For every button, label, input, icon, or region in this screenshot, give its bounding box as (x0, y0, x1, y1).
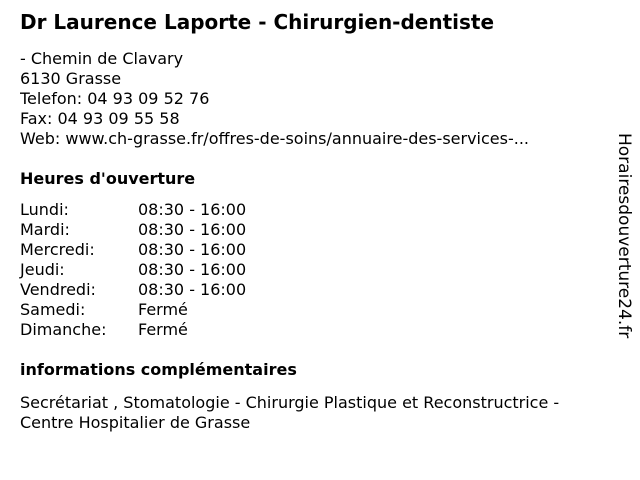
hours-row-wednesday (20, 240, 610, 260)
brand-watermark: Horairesdouverture24.fr (614, 133, 634, 339)
phone-number: Telefon: 04 93 09 52 76 (20, 89, 210, 108)
additional-info-text: Secrétariat , Stomatologie - Chirurgie Plastique et Reconstructrice - Centre Hospitalier de Grasse (20, 393, 560, 432)
day-label: Vendredi: (20, 280, 96, 299)
website-link[interactable]: Web: www.ch-grasse.fr/offres-de-soins/annuaire-des-services-... (20, 129, 529, 148)
fax-number: Fax: 04 93 09 55 58 (20, 109, 180, 128)
time-value: 08:30 - 16:00 (138, 200, 247, 219)
day-label: Mardi: (20, 220, 70, 239)
time-value: 08:30 - 16:00 (138, 240, 247, 259)
hours-row-friday (20, 280, 610, 300)
opening-hours-table (20, 200, 610, 340)
time-value: 08:30 - 16:00 (138, 260, 247, 279)
hours-row-sunday (20, 320, 610, 340)
street-address: - Chemin de Clavary (20, 49, 184, 68)
time-value: Fermé (138, 320, 188, 339)
hours-row-saturday (20, 300, 610, 320)
day-label: Mercredi: (20, 240, 95, 259)
day-label: Lundi: (20, 200, 69, 219)
day-label: Samedi: (20, 300, 86, 319)
address-block (20, 49, 610, 149)
hours-row-tuesday (20, 220, 610, 240)
additional-info-heading: informations complémentaires (20, 360, 297, 379)
day-label: Jeudi: (20, 260, 65, 279)
listing-card (20, 8, 610, 433)
opening-hours-heading: Heures d'ouverture (20, 169, 196, 188)
time-value: Fermé (138, 300, 188, 319)
hours-row-monday (20, 200, 610, 220)
page-title: Dr Laurence Laporte - Chirurgien-dentiste (20, 10, 495, 34)
time-value: 08:30 - 16:00 (138, 220, 247, 239)
time-value: 08:30 - 16:00 (138, 280, 247, 299)
day-label: Dimanche: (20, 320, 107, 339)
hours-row-thursday (20, 260, 610, 280)
city: 6130 Grasse (20, 69, 122, 88)
